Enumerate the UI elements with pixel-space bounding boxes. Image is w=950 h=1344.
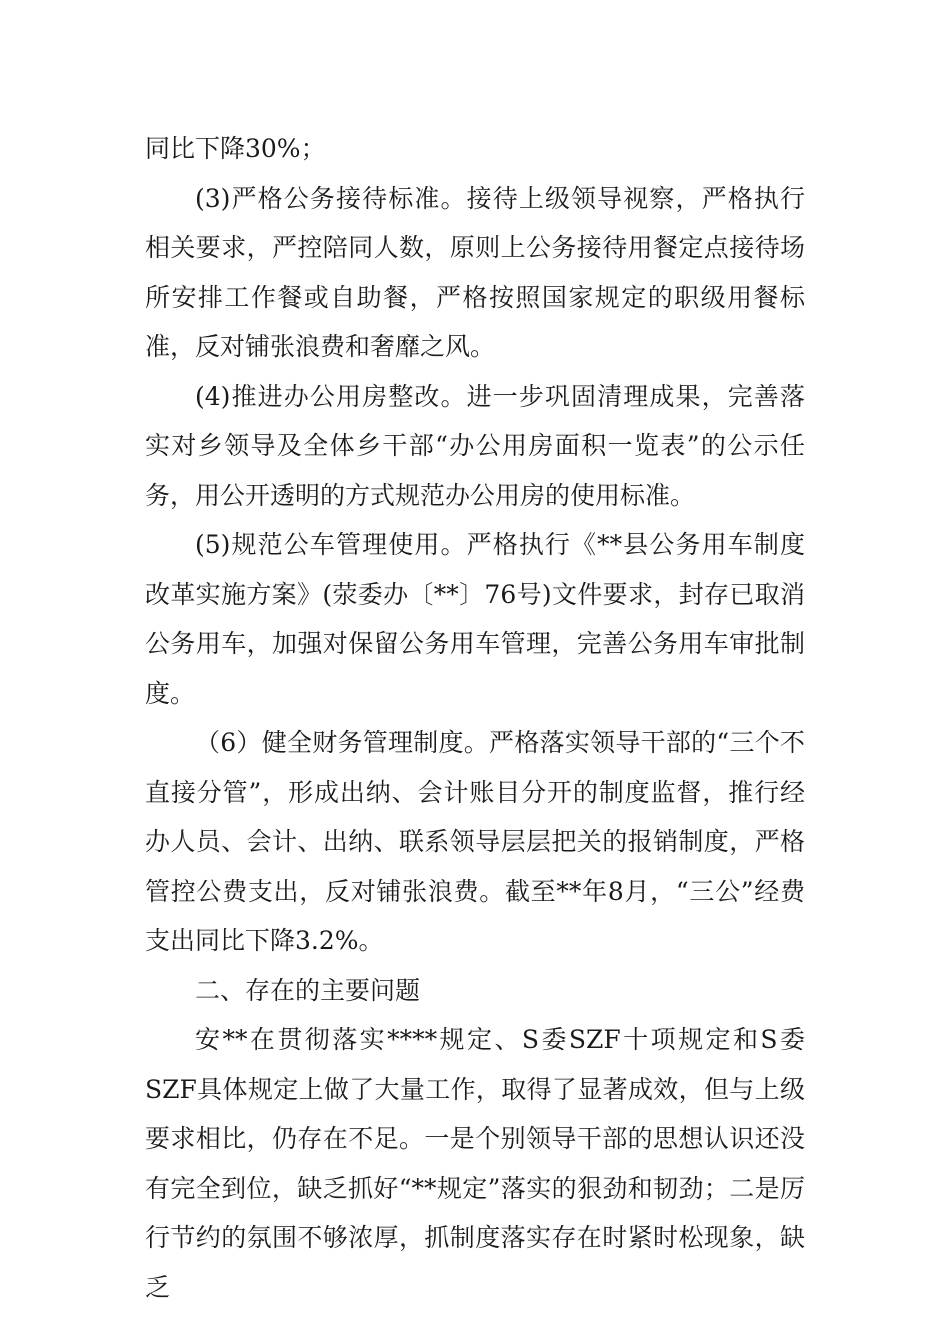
paragraph-office-rooms: (4)推进办公用房整改。进一步巩固清理成果，完善落实对乡领导及全体乡干部“办公用房面积一览表”的公示任务，用公开透明的方式规范办公用房的使用标准。	[145, 381, 805, 510]
paragraph-continuation: 同比下降30%；	[145, 134, 326, 163]
document-body	[145, 124, 805, 1312]
paragraph-financial-management: （6）健全财务管理制度。严格落实领导干部的“三个不直接分管”，形成出纳、会计账目分开的制度监督，推行经办人员、会计、出纳、联系领导层层把关的报销制度，严格管控公费支出，反对铺张浪费。截至**年8月，“三公”经费支出同比下降3.2%。	[145, 728, 805, 955]
paragraph-problems-summary: 安**在贯彻落实****规定、S委SZF十项规定和S委SZF具体规定上做了大量工作，取得了显著成效，但与上级要求相比，仍存在不足。一是个别领导干部的思想认识还没有完全到位，缺乏抓好“**规定”落实的狠劲和韧劲；二是厉行节约的氛围不够浓厚，抓制度落实存在时紧时松现象，缺乏	[145, 1025, 805, 1302]
section-heading-main-problems: 二、存在的主要问题	[195, 975, 421, 1005]
paragraph-official-vehicles: (5)规范公车管理使用。严格执行《**县公务用车制度改革实施方案》(荥委办〔**〕76号)文件要求，封存已取消公务用车，加强对保留公务用车管理，完善公务用车审批制度。	[145, 530, 805, 708]
paragraph-reception-standard: (3)严格公务接待标准。接待上级领导视察，严格执行相关要求，严控陪同人数，原则上公务接待用餐定点接待场所安排工作餐或自助餐，严格按照国家规定的职级用餐标准，反对铺张浪费和奢靡之风。	[145, 183, 805, 361]
